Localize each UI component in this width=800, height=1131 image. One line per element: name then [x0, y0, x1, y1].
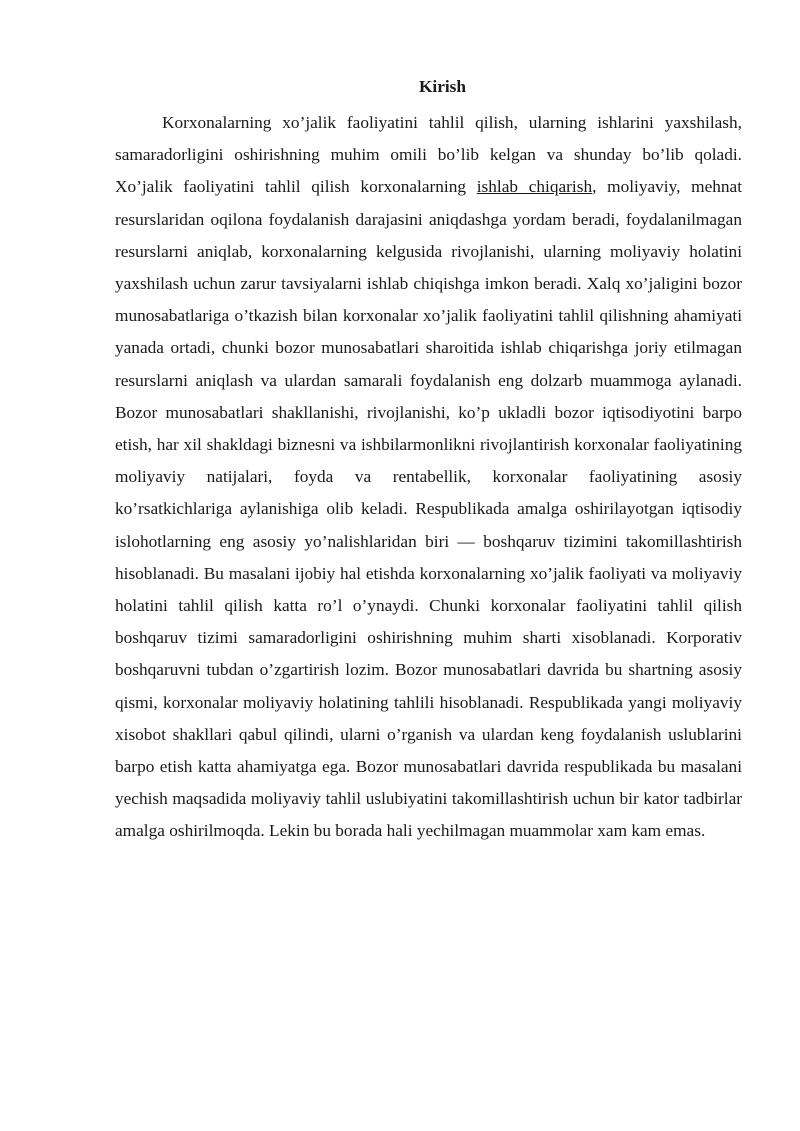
paragraph-text-start: Korxonalarning xo’jalik faoliyatini tahlil qilish, ularning ishlarini yaxshilash, samaradorligini oshirishning muhim omili bo’lib kelgan va shunday bo’lib qoladi. Xo’jalik faoliyatini tahlil qilish korxonalarning — [115, 113, 742, 197]
ishlab-chiqarish-link[interactable]: ishlab chiqarish — [476, 177, 593, 197]
document-body — [115, 74, 742, 848]
paragraph-text-end: , moliyaviy, mehnat resurslaridan oqilona foydalanish darajasini aniqdashga yordam beradi, foydalanilmagan resurslarni aniqlab, korxonalarning kelgusida rivojlanishi, ularning moliyaviy holatini yaxshilash uchun zarur tavsiyalarni ishlab chiqishga imkon beradi. Xalq xo’jaligini bozor munosabatlariga o’tkazish bilan korxonalar xo’jalik faoliyatini tahlil qilishning ahamiyati yanada ortadi, chunki bozor munosabatlari sharoitida ishlab chiqarishga joriy etilmagan resurslarni aniqlash va ulardan samarali foydalanish eng dolzarb muammoga aylanadi. Bozor munosabatlari shakllanishi, rivojlanishi, ko’p ukladli bozor iqtisodiyotini barpo etish, har xil shakldagi biznesni va ishbilarmonlikni rivojlantirish korxonalar faoliyatining moliyaviy natijalari, foyda va rentabellik, korxonalar faoliyatining asosiy ko’rsatkichlariga aylanishiga olib keladi. Respublikada amalga oshirilayotgan iqtisodiy islohotlarning eng asosiy yo’nalishlaridan biri — boshqaruv tizimini takomillashtirish hisoblanadi. Bu masalani ijobiy hal etishda korxonalarning xo’jalik faoliyati va moliyaviy holatini tahlil qilish katta ro’l o’ynaydi. Chunki korxonalar faoliyatini tahlil qilish boshqaruv tizimi samaradorligini oshirishning muhim sharti xisoblanadi. Korporativ boshqaruvni tubdan o’zgartirish lozim. Bozor munosabatlari davrida bu shartning asosiy qismi, korxonalar moliyaviy holatining tahlili hisoblanadi. Respublikada yangi moliyaviy xisobot shakllari qabul qilindi, ularni o’rganish va ulardan keng foydalanish uslublarini barpo etish katta ahamiyatga ega. Bozor munosabatlari davrida respublikada bu masalani yechish maqsadida moliyaviy tahlil uslubiyatini takomillashtirish uchun bir kator tadbirlar amalga oshirilmoqda. Lekin bu borada hali yechilmagan muammolar xam kam emas. — [115, 177, 742, 841]
body-paragraph — [115, 107, 742, 848]
section-title: Kirish — [418, 77, 467, 96]
